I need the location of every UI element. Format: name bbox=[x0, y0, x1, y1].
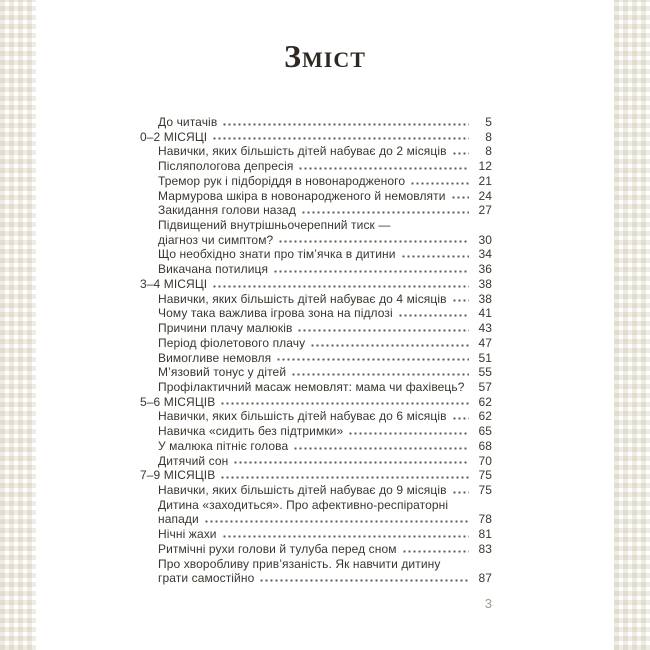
toc-entry-label: Чому така важлива ігрова зона на підлозі bbox=[158, 306, 393, 321]
toc-entry bbox=[140, 483, 492, 498]
toc-entry bbox=[140, 409, 492, 424]
toc-entry bbox=[140, 203, 492, 218]
toc-entry-label: Дитина «заходиться». Про афективно-респіраторні bbox=[158, 497, 449, 512]
toc-entry bbox=[140, 498, 492, 513]
toc-entry-page: 78 bbox=[478, 512, 492, 527]
toc-entry-label: діагноз чи симптом? bbox=[158, 232, 274, 247]
toc-entry-page: 81 bbox=[478, 527, 492, 542]
dot-leader bbox=[296, 321, 469, 336]
toc-entry-label: До читачів bbox=[158, 115, 218, 129]
toc-entry-page: 21 bbox=[478, 173, 492, 188]
toc-entry-page: 12 bbox=[478, 159, 492, 174]
toc-entry-label: напади bbox=[158, 512, 199, 527]
dot-leader bbox=[203, 512, 469, 527]
toc-entry-page: 68 bbox=[478, 438, 492, 453]
toc-entry bbox=[140, 174, 492, 189]
toc-entry-label: Ритмічні рухи голови й тулуба перед сном bbox=[158, 541, 397, 556]
toc-entry bbox=[140, 306, 492, 321]
toc-entry-label: 5–6 МІСЯЦІВ bbox=[140, 394, 216, 409]
toc-entry bbox=[140, 233, 492, 248]
dot-leader bbox=[401, 542, 469, 557]
dot-leader bbox=[450, 189, 469, 204]
toc-entry-page: 62 bbox=[478, 394, 492, 409]
dot-leader bbox=[211, 130, 469, 145]
toc-entry-page: 38 bbox=[478, 291, 492, 306]
toc-entry bbox=[140, 527, 492, 542]
toc-entry bbox=[140, 144, 492, 159]
dot-leader bbox=[219, 395, 469, 410]
toc-entry bbox=[140, 130, 492, 145]
toc-entry bbox=[140, 468, 492, 483]
toc-list bbox=[140, 115, 492, 586]
toc-entry-label: Навички, яких більшість дітей набуває до 9 місяців bbox=[158, 482, 447, 497]
toc-entry-page: 75 bbox=[478, 482, 492, 497]
toc-entry-page: 65 bbox=[478, 424, 492, 439]
toc-entry-label: Вимогливе немовля bbox=[158, 350, 272, 365]
toc-entry-page: 43 bbox=[478, 321, 492, 336]
toc-entry-label: Профілактичний масаж немовлят: мама чи фахівець? bbox=[158, 379, 465, 394]
dot-leader bbox=[221, 527, 469, 542]
dot-leader bbox=[451, 483, 469, 498]
dot-leader bbox=[400, 247, 469, 262]
toc-entry-page: 27 bbox=[478, 203, 492, 218]
dot-leader bbox=[275, 351, 469, 366]
toc-entry-label: Причини плачу малюків bbox=[158, 321, 293, 336]
dot-leader bbox=[272, 262, 469, 277]
toc-entry-page: 36 bbox=[478, 262, 492, 277]
page-title: Зміст bbox=[284, 38, 366, 74]
toc-entry bbox=[140, 247, 492, 262]
toc-entry-page: 51 bbox=[478, 350, 492, 365]
toc-entry-page: 70 bbox=[478, 453, 492, 468]
toc-entry bbox=[140, 454, 492, 469]
toc-entry-page: 87 bbox=[478, 571, 492, 586]
toc-entry-label: Післяпологова депресія bbox=[158, 159, 294, 174]
toc-entry bbox=[140, 321, 492, 336]
dot-leader bbox=[232, 454, 469, 469]
toc-entry bbox=[140, 380, 492, 395]
dot-leader bbox=[292, 439, 469, 454]
toc-entry-page: 47 bbox=[478, 335, 492, 350]
dot-leader bbox=[277, 233, 469, 248]
dot-leader bbox=[258, 571, 469, 586]
toc-entry bbox=[140, 262, 492, 277]
toc-entry bbox=[140, 218, 492, 233]
dot-leader bbox=[397, 306, 469, 321]
toc-entry-label: 0–2 МІСЯЦІ bbox=[140, 129, 208, 144]
toc-entry-label: Тремор рук і підборіддя в новонародженого bbox=[158, 173, 406, 188]
decorative-border-left bbox=[0, 0, 36, 650]
toc-entry-label: Навичка «сидить без підтримки» bbox=[158, 424, 344, 439]
toc-entry-label: Закидання голови назад bbox=[158, 203, 296, 218]
toc-entry-page: 57 bbox=[478, 379, 492, 394]
toc-entry-label: Викачана потилиця bbox=[158, 262, 269, 277]
toc-entry-label: Навички, яких більшість дітей набуває до 2 місяців bbox=[158, 144, 447, 159]
toc-entry bbox=[140, 424, 492, 439]
toc-entry-page: 8 bbox=[485, 129, 492, 144]
toc-entry-label: Нічні жахи bbox=[158, 527, 217, 542]
dot-leader bbox=[297, 159, 469, 174]
toc-entry-label: М’язовий тонус у дітей bbox=[158, 365, 287, 380]
toc-entry bbox=[140, 439, 492, 454]
page-number: 3 bbox=[484, 596, 492, 611]
toc-entry-label: Про хворобливу прив’язаність. Як навчити дитину bbox=[158, 556, 441, 571]
dot-leader bbox=[290, 365, 469, 380]
toc-entry bbox=[140, 365, 492, 380]
toc-entry-label: Дитячий сон bbox=[158, 453, 229, 468]
toc-entry-label: Навички, яких більшість дітей набуває до 4 місяців bbox=[158, 291, 447, 306]
toc-entry-page: 8 bbox=[485, 144, 492, 159]
toc-entry-label: Підвищений внутрішньочерепний тиск — bbox=[158, 218, 391, 233]
toc-entry-label: Що необхідно знати про тім’ячка в дитини bbox=[158, 247, 396, 262]
toc-entry-page: 75 bbox=[478, 468, 492, 483]
dot-leader bbox=[219, 468, 469, 483]
dot-leader bbox=[347, 424, 469, 439]
toc-entry bbox=[140, 277, 492, 292]
dot-leader bbox=[451, 409, 469, 424]
toc-entry-page: 24 bbox=[478, 188, 492, 203]
toc-entry bbox=[140, 159, 492, 174]
toc-entry bbox=[140, 115, 492, 130]
toc-entry-page: 83 bbox=[478, 541, 492, 556]
toc-entry-page: 30 bbox=[478, 232, 492, 247]
toc-entry bbox=[140, 557, 492, 572]
toc-entry-page: 34 bbox=[478, 247, 492, 262]
toc-entry-page: 41 bbox=[478, 306, 492, 321]
toc-entry-label: У малюка пітніє голова bbox=[158, 438, 289, 453]
toc-entry bbox=[140, 395, 492, 410]
toc-entry bbox=[140, 336, 492, 351]
toc-entry bbox=[140, 571, 492, 586]
toc-entry-page: 5 bbox=[485, 115, 492, 129]
dot-leader bbox=[451, 144, 469, 159]
toc-entry bbox=[140, 189, 492, 204]
dot-leader bbox=[221, 115, 469, 130]
toc-entry-label: Навички, яких більшість дітей набуває до 6 місяців bbox=[158, 409, 447, 424]
toc-entry-page: 38 bbox=[478, 276, 492, 291]
toc-entry bbox=[140, 351, 492, 366]
toc-entry-label: Період фіолетового плачу bbox=[158, 335, 306, 350]
dot-leader bbox=[309, 336, 469, 351]
toc-entry bbox=[140, 542, 492, 557]
toc-entry-page: 62 bbox=[478, 409, 492, 424]
toc-entry-label: Мармурова шкіра в новонародженого й немовляти bbox=[158, 188, 446, 203]
toc-entry bbox=[140, 512, 492, 527]
toc-entry-page: 55 bbox=[478, 365, 492, 380]
toc-entry-label: 3–4 МІСЯЦІ bbox=[140, 276, 208, 291]
decorative-border-right bbox=[614, 0, 650, 650]
toc-entry-label: 7–9 МІСЯЦІВ bbox=[140, 468, 216, 483]
dot-leader bbox=[211, 277, 469, 292]
toc-entry bbox=[140, 292, 492, 307]
toc-entry-label: грати самостійно bbox=[158, 571, 255, 586]
dot-leader bbox=[451, 292, 469, 307]
dot-leader bbox=[409, 174, 469, 189]
dot-leader bbox=[300, 203, 469, 218]
